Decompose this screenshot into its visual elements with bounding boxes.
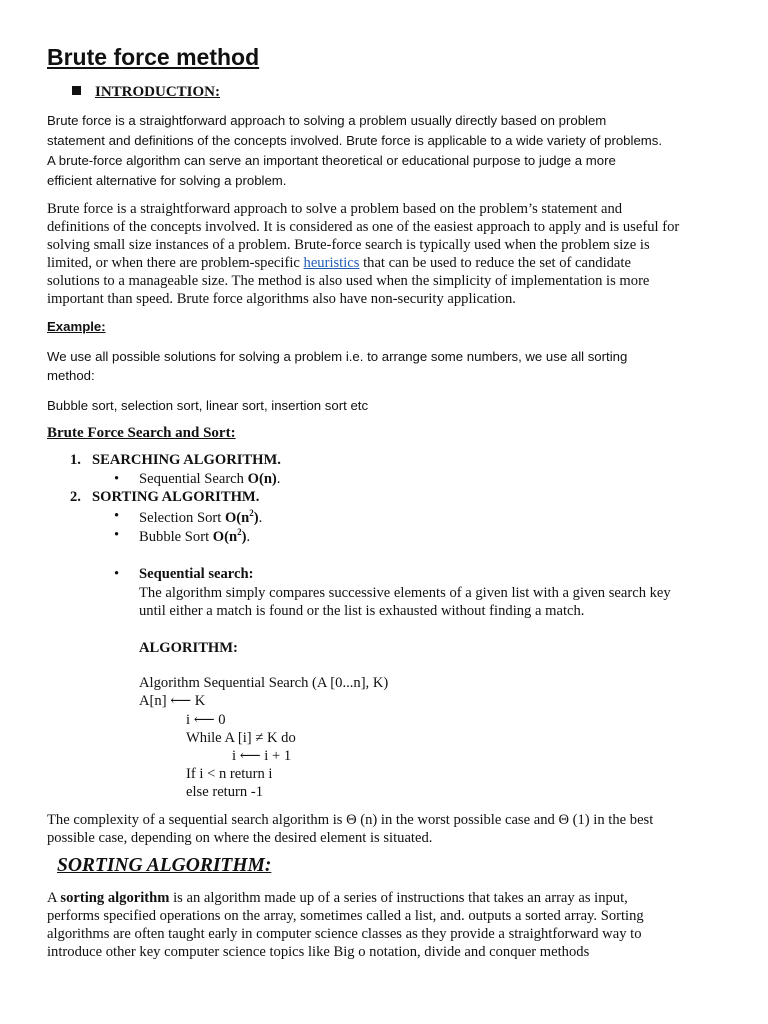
item-label: SORTING ALGORITHM. <box>92 489 260 505</box>
complexity-line-2: possible case, depending on where the desired element is situated. <box>47 830 433 846</box>
introduction-label: INTRODUCTION: <box>95 84 221 100</box>
complexity-line-1: The complexity of a sequential search algorithm is Θ (n) in the worst possible case and Θ (1) in the best <box>47 812 654 828</box>
introduction-heading <box>72 84 220 101</box>
numbered-item-searching <box>70 452 281 469</box>
sorting-term: sorting algorithm <box>60 890 170 906</box>
complexity-exponent: 2 <box>249 508 254 518</box>
complexity-close: ) <box>241 528 247 545</box>
code-line-1: Algorithm Sequential Search (A [0...n], K) <box>139 675 389 691</box>
sorting-line-4: introduce other key computer science topics like Big o notation, divide and conquer methods <box>47 944 590 960</box>
complexity-close: ) <box>253 509 259 526</box>
bullet-selection-sort <box>114 508 263 527</box>
black-square-bullet-icon <box>72 86 81 95</box>
dot-bullet-icon: • <box>114 508 120 524</box>
intro-serif-line-2: definitions of the concepts involved. It is considered as one of the easiest approach to apply and is useful for <box>47 219 680 235</box>
intro-serif-line-4-before: limited, or when there are problem-specific <box>47 255 304 271</box>
bullet-end: . <box>276 471 281 487</box>
complexity-value <box>225 510 259 526</box>
item-number: 2. <box>70 489 81 505</box>
intro-serif-line-4-after: that can be used to reduce the set of candidate <box>359 255 631 271</box>
bullet-end: . <box>258 509 263 526</box>
code-line-7: else return -1 <box>186 784 263 800</box>
bfs-heading: Brute Force Search and Sort: <box>47 425 236 441</box>
bullet-bubble-sort <box>114 527 251 546</box>
intro-serif-line-3: solving small size instances of a problem. Brute-force search is typically used when the problem size is <box>47 237 650 253</box>
complexity-base: O(n <box>212 528 238 545</box>
intro-serif-line-1: Brute force is a straightforward approach to solve a problem based on the problem’s statement and <box>47 201 623 217</box>
algorithm-heading: ALGORITHM: <box>139 640 238 656</box>
dot-bullet-icon: • <box>114 527 120 543</box>
intro-serif-line-5: solutions to a manageable size. The method is also used when the simplicity of implementation is more <box>47 273 650 289</box>
bullet-sequential-search-heading <box>114 566 254 583</box>
sorting-heading: SORTING ALGORITHM: <box>57 855 272 876</box>
bullet-text: Sequential Search <box>139 471 248 487</box>
numbered-item-sorting <box>70 489 259 506</box>
complexity-value <box>213 529 247 545</box>
code-line-6: If i < n return i <box>186 766 273 782</box>
intro-serif-line-6: important than speed. Brute force algorithms also have non-security application. <box>47 291 516 307</box>
example-line-3: Bubble sort, selection sort, linear sort, insertion sort etc <box>47 398 369 413</box>
heuristics-link[interactable]: heuristics <box>303 255 360 271</box>
item-number: 1. <box>70 452 81 468</box>
intro-sans-line-3: A brute-force algorithm can serve an important theoretical or educational purpose to judge a more <box>47 153 616 168</box>
sorting-line-3: algorithms are often taught early in computer science classes as they provide a straightforward way to <box>47 926 642 942</box>
bullet-end: . <box>246 528 251 545</box>
item-label: SEARCHING ALGORITHM. <box>92 452 281 468</box>
bullet-text: Bubble Sort <box>139 528 213 545</box>
sequential-search-heading: Sequential search: <box>139 566 254 582</box>
intro-sans-line-4: efficient alternative for solving a problem. <box>47 173 287 188</box>
sorting-line-2: performs specified operations on the array, sometimes called a list, and. outputs a sorted array. Sorting <box>47 908 644 924</box>
bullet-sequential-search <box>114 471 281 488</box>
example-line-2: method: <box>47 368 95 383</box>
dot-bullet-icon: • <box>114 471 120 487</box>
complexity-base: O(n <box>224 509 250 526</box>
sorting-line-1-rest: is an algorithm made up of a series of instructions that takes an array as input, <box>169 890 628 906</box>
sorting-line-1 <box>47 889 737 907</box>
intro-sans-line-1: Brute force is a straightforward approach to solving a problem usually directly based on problem <box>47 113 607 128</box>
code-line-2: A[n] ⟵ K <box>139 693 206 709</box>
complexity-value: O(n) <box>247 471 277 487</box>
bullet-text: Selection Sort <box>139 509 225 526</box>
sorting-line-1-prefix: A <box>47 890 61 906</box>
dot-bullet-icon: • <box>114 566 120 582</box>
intro-sans-line-2: statement and definitions of the concepts involved. Brute force is applicable to a wide variety of problems. <box>47 133 663 148</box>
code-line-3: i ⟵ 0 <box>186 712 226 728</box>
sequential-desc-line-1: The algorithm simply compares successive elements of a given list with a given search key <box>139 585 671 601</box>
intro-serif-line-4 <box>47 254 737 272</box>
sequential-desc-line-2: until either a match is found or the list is exhausted without finding a match. <box>139 603 585 619</box>
page-title: Brute force method <box>47 44 260 70</box>
example-line-1: We use all possible solutions for solving a problem i.e. to arrange some numbers, we use all sorting <box>47 349 628 364</box>
code-line-4: While A [i] ≠ K do <box>186 730 296 746</box>
example-label: Example: <box>47 319 106 334</box>
code-line-5: i ⟵ i + 1 <box>232 748 292 764</box>
complexity-exponent: 2 <box>237 527 242 537</box>
